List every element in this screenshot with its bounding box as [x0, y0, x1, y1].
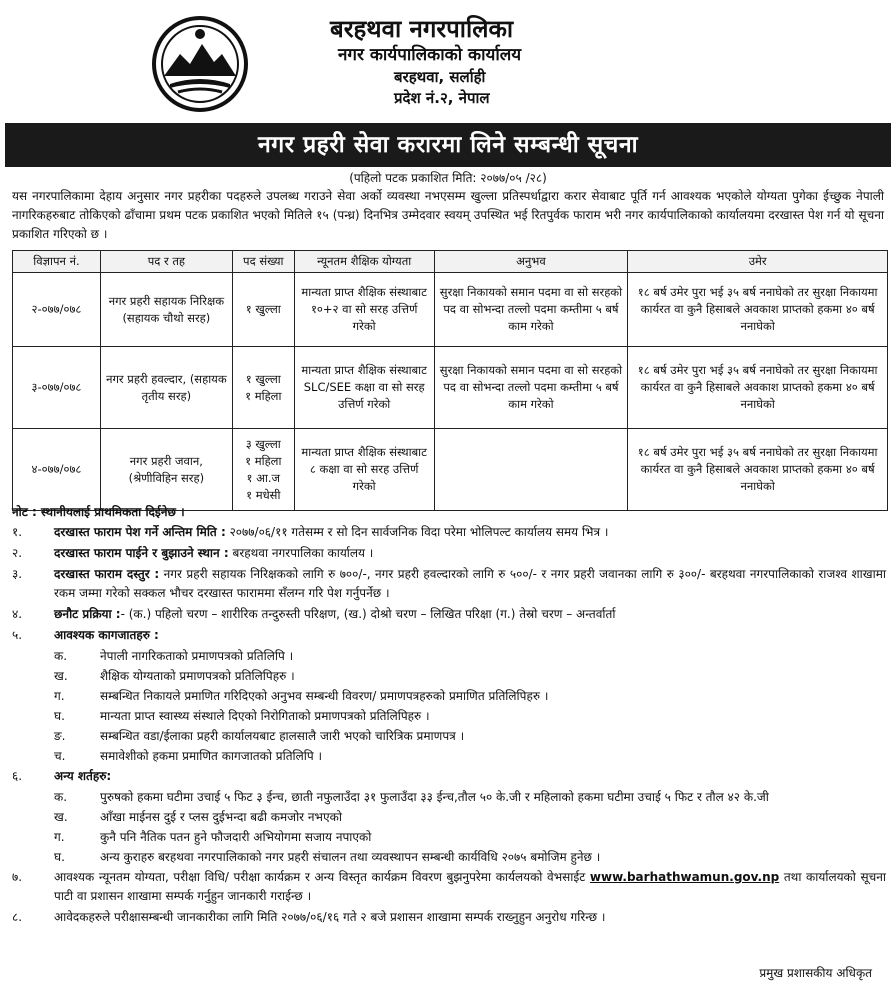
- age-cell: १८ बर्ष उमेर पुरा भई ३५ बर्ष ननाघेको तर सुरक्षा निकायमा कार्यरत वा कुनै हिसाबले अवकाश प्राप्तको हकमा ४० बर्ष ननाघेको: [628, 273, 888, 347]
- item-text: २०७७/०६/११ गतेसम्म र सो दिन सार्वजनिक विदा परेमा भोलिपल्ट कार्यालय समय भित्र ।: [225, 525, 609, 539]
- notice-items: [12, 523, 886, 929]
- count-cell: ३ खुल्ला १ महिला १ आ.ज १ मधेसी: [232, 429, 294, 511]
- list-item: ख. आँखा माईनस दुई र प्लस दुईभन्दा बढी कमजोर नभएको: [54, 810, 342, 824]
- col-post: पद र तह: [100, 251, 232, 273]
- item-label: अन्य शर्तहरु:: [54, 769, 112, 783]
- office-province: प्रदेश नं.२, नेपाल: [394, 89, 490, 107]
- item-number: ३.: [12, 567, 23, 581]
- item-label: दरखास्त फाराम पेश गर्ने अन्तिम मिति :: [54, 525, 226, 539]
- item-number: ७.: [12, 870, 23, 884]
- note-text: नोट : स्थानीयलाई प्राथमिकता दिईनेछ ।: [12, 505, 185, 519]
- item-documents: [12, 626, 886, 645]
- age-cell: १८ बर्ष उमेर पुरा भई ३५ बर्ष ननाघेको तर सुरक्षा निकायमा कार्यरत वा कुनै हिसाबले अवकाश प्राप्तको हकमा ४० बर्ष ननाघेको: [628, 429, 888, 511]
- intro-paragraph: यस नगरपालिकामा देहाय अनुसार नगर प्रहरीका पदहरुले उपलब्ध गराउने सेवा अर्को व्यवस्था नभएसम्म खुल्ला प्रतिस्पर्धाद्वारा करार सेवाबाट पूर्ति गर्न आवश्यक भएकोले योग्यता पुगेका ईच्छुक नेपाली नागरिकहरुबाट तोकिएको ढाँचामा प्रथम पटक प्रकाशित भएको मितिले १५ (पन्ध्र) दिनभित्र उम्मेदवार स्वयम् उपस्थित भई रितपुर्वक फाराम भरी नगर कार्यपालिकाको कार्यालयमा दरखास्त पेश गर्न यो सूचना प्रकाशित गरिएको छ ।: [12, 189, 884, 241]
- item-label: छनौट प्रक्रिया :: [54, 607, 121, 621]
- signature: प्रमुख प्रशासकीय अधिकृत: [759, 966, 872, 980]
- item-text: - (क.) पहिलो चरण – शारीरिक तन्दुरुस्ती परिक्षण, (ख.) दोश्रो चरण – लिखित परिक्षा (ग.) तेस्रो चरण – अन्तर्वार्ता: [120, 607, 616, 621]
- item-website: ७. आवश्यक न्यूनतम योग्यता, परीक्षा विधि/ परीक्षा कार्यक्रम र अन्य विस्तृत कार्यक्रम विवरण बुझनुपरेमा कार्यलयको वेभसाईट www.barhathwamun.gov.np तथा कार्यालयको सूचना पाटी वा प्रशासन शाखामा सम्पर्क गर्नुहुन जानकारी गराईन्छ ।: [12, 870, 886, 903]
- ad-no-cell: २-०७७/०७८: [13, 273, 101, 347]
- item-exam-info: [12, 908, 886, 927]
- item-selection: [12, 605, 886, 624]
- item-number: ४.: [12, 607, 23, 621]
- office-address: बरहथवा, सर्लाही: [394, 68, 486, 86]
- item-number: १.: [12, 525, 23, 539]
- col-count: पद संख्या: [232, 251, 294, 273]
- experience-cell: सुरक्षा निकायको समान पदमा वा सो सरहको पद वा सोभन्दा तल्लो पदमा कम्तीमा ५ बर्ष काम गरेको: [434, 273, 628, 347]
- item-deadline: [12, 523, 886, 542]
- item-text: बरहथवा नगरपालिका कार्यालय ।: [228, 546, 374, 560]
- col-age: उमेर: [628, 251, 888, 273]
- qualification-cell: मान्यता प्राप्त शैक्षिक संस्थाबाट १०+२ वा सो सरह उत्तिर्ण गरेको: [294, 273, 434, 347]
- ad-no-cell: ४-०७७/०७८: [13, 429, 101, 511]
- ad-no-cell: ३-०७७/०७८: [13, 347, 101, 429]
- experience-cell: सुरक्षा निकायको समान पदमा वा सो सरहको पद वा सोभन्दा तल्लो पदमा कम्तीमा ५ बर्ष काम गरेको: [434, 347, 628, 429]
- table-row: [13, 273, 888, 347]
- item-label: आवश्यक कागजातहरु :: [54, 628, 159, 642]
- item-number: ६.: [12, 769, 23, 783]
- list-item: क. पुरुषको हकमा घटीमा उचाई ५ फिट ३ ईन्च, छाती नफुलाउँदा ३१ फुलाउँदा ३३ ईन्च,तौल ५० के.जी र महिलाको हकमा घटीमा उचाई ५ फिट र तौल ४२ के.जी: [54, 790, 769, 804]
- published-date: (पहिलो पटक प्रकाशित मिति: २०७७/०५ /२८): [349, 171, 547, 185]
- count-cell: १ खुल्ला: [232, 273, 294, 347]
- post-cell: नगर प्रहरी जवान, (श्रेणीविहिन सरह): [100, 429, 232, 511]
- notice-title: नगर प्रहरी सेवा करारमा लिने सम्बन्धी सूचना: [5, 123, 891, 167]
- item-text: नगर प्रहरी सहायक निरिक्षकको लागि रु ७००/-, नगर प्रहरी हवल्दारको लागि रु ५००/- र नगर प्रहरी जवानका लागि रु ३००/- बरहथवा नगरपालिकाको राजश्व शाखामा रकम जम्मा गरेको सक्कल भौचर दरखास्त फाराममा सँलग्न गरि पेश गर्नुपर्नेछ ।: [54, 567, 886, 600]
- municipality-emblem-icon: [150, 14, 250, 114]
- item-fee: [12, 565, 886, 603]
- list-item: च. समावेशीको हकमा प्रमाणित कागजातको प्रतिलिपि ।: [54, 749, 323, 763]
- item-number: २.: [12, 546, 23, 560]
- letterhead: [0, 0, 896, 120]
- qualification-cell: मान्यता प्राप्त शैक्षिक संस्थाबाट SLC/SEE कक्षा वा सो सरह उत्तिर्ण गरेको: [294, 347, 434, 429]
- list-item: घ. अन्य कुराहरु बरहथवा नगरपालिकाको नगर प्रहरी संचालन तथा व्यवस्थापन सम्बन्धी कार्यविधि २०७५ बमोजिम हुनेछ ।: [54, 850, 601, 864]
- item-text: आवेदकहरुले परीक्षासम्बन्धी जानकारीका लागि मिति २०७७/०६/१६ गते २ बजे प्रशासन शाखामा सम्पर्क राख्नुहुन अनुरोध गरिन्छ ।: [54, 910, 606, 924]
- website-link[interactable]: www.barhathwamun.gov.np: [589, 870, 780, 884]
- col-experience: अनुभव: [434, 251, 628, 273]
- office-name: नगर कार्यपालिकाको कार्यालय: [338, 45, 522, 65]
- qualification-cell: मान्यता प्राप्त शैक्षिक संस्थाबाट ८ कक्षा वा सो सरह उत्तिर्ण गरेको: [294, 429, 434, 511]
- col-ad-no: विज्ञापन नं.: [13, 251, 101, 273]
- list-item: ग. सम्बन्धित निकायले प्रमाणित गरिदिएको अनुभव सम्बन्धी विवरण/ प्रमाणपत्रहरुको प्रमाणित प्रतिलिपिहरु ।: [54, 689, 549, 703]
- list-item: ङ. सम्बन्धित वडा/ईलाका प्रहरी कार्यालयबाट हालसालै जारी भएको चारित्रिक प्रमाणपत्र ।: [54, 729, 465, 743]
- vacancy-table: [12, 250, 888, 511]
- list-item: ख. शैक्षिक योग्यताको प्रमाणपत्रको प्रतिलिपिहरु ।: [54, 669, 295, 683]
- municipality-name: बरहथवा नगरपालिका: [330, 15, 514, 43]
- item-location: [12, 544, 886, 563]
- item-label: दरखास्त फाराम पाईने र बुझाउने स्थान :: [54, 546, 229, 560]
- experience-cell: [434, 429, 628, 511]
- post-cell: नगर प्रहरी हवल्दार, (सहायक तृतीय सरह): [100, 347, 232, 429]
- age-cell: १८ बर्ष उमेर पुरा भई ३५ बर्ष ननाघेको तर सुरक्षा निकायमा कार्यरत वा कुनै हिसाबले अवकाश प्राप्तको हकमा ४० बर्ष ननाघेको: [628, 347, 888, 429]
- table-header-row: [13, 251, 888, 273]
- count-cell: १ खुल्ला १ महिला: [232, 347, 294, 429]
- item-number: ५.: [12, 628, 23, 642]
- item-label: दरखास्त फाराम दस्तुर :: [54, 567, 160, 581]
- list-item: घ. मान्यता प्राप्त स्वास्थ्य संस्थाले दिएको निरोगिताको प्रमाणपत्रको प्रतिलिपिहरु ।: [54, 709, 430, 723]
- item-conditions: [12, 767, 886, 786]
- list-item: क. नेपाली नागरिकताको प्रमाणपत्रको प्रतिलिपि ।: [54, 649, 294, 663]
- post-cell: नगर प्रहरी सहायक निरिक्षक (सहायक चौथो सरह): [100, 273, 232, 347]
- item-number: ८.: [12, 910, 23, 924]
- table-row: [13, 347, 888, 429]
- list-item: ग. कुनै पनि नैतिक पतन हुने फौजदारी अभियोगमा सजाय नपाएको: [54, 830, 372, 844]
- table-row: [13, 429, 888, 511]
- col-qualification: न्यूनतम शैक्षिक योग्यता: [294, 251, 434, 273]
